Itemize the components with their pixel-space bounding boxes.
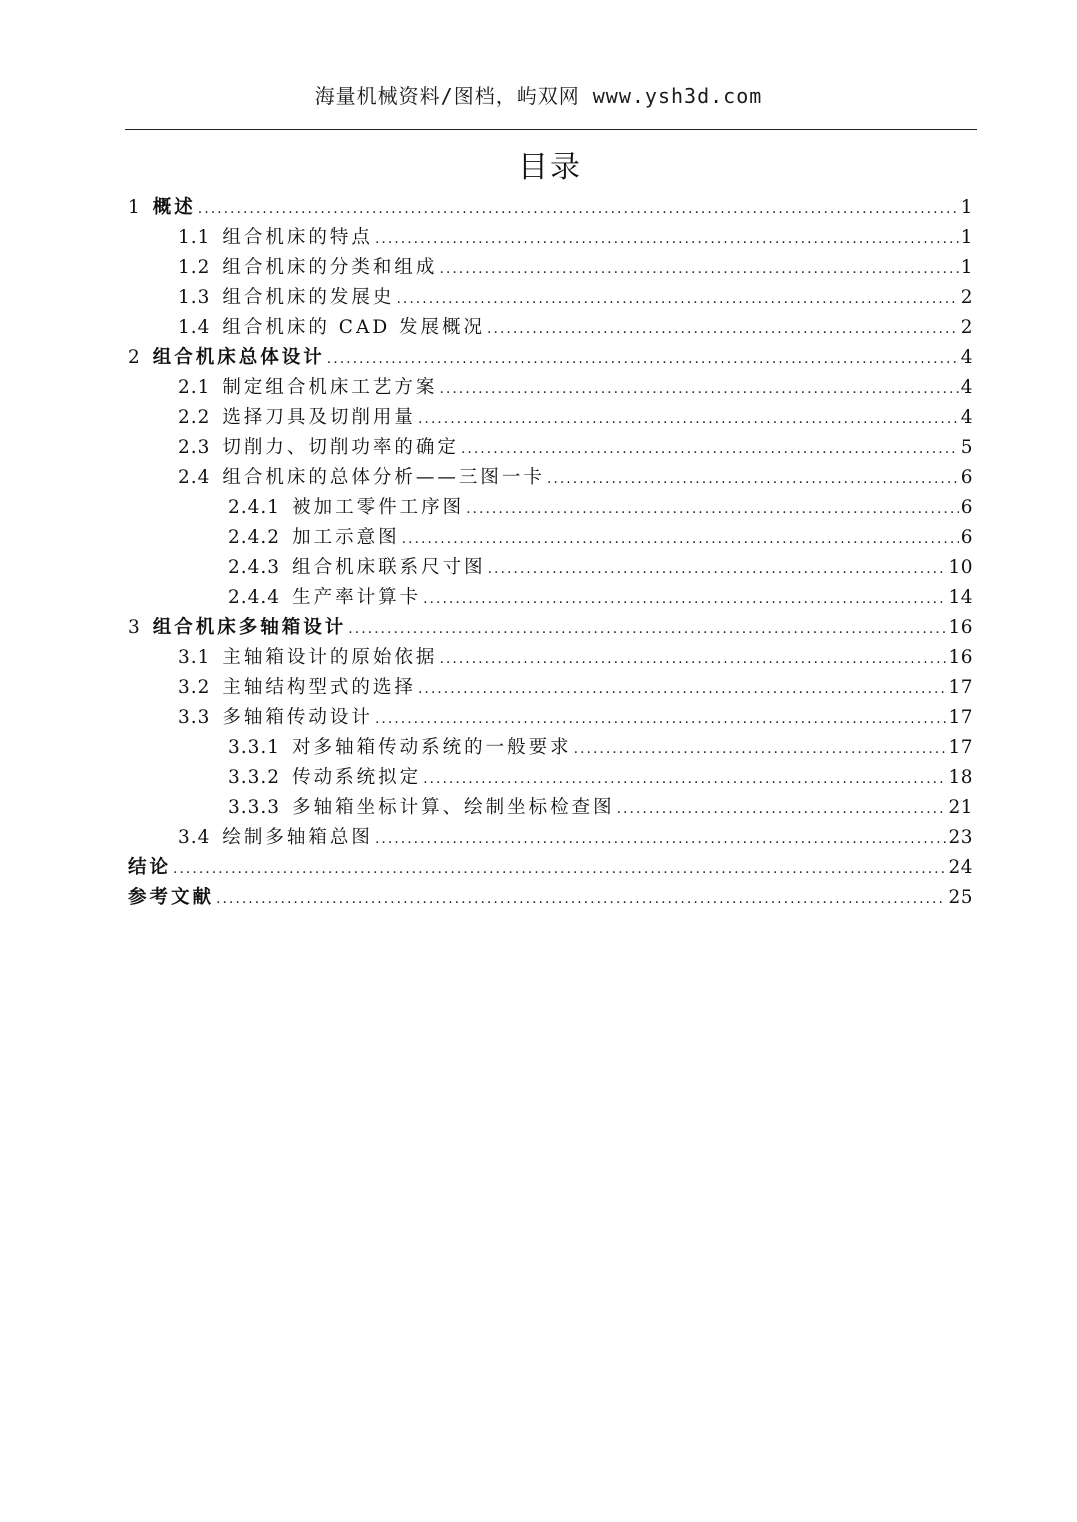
- page-header-watermark: 海量机械资料/图档，屿双网 www.ysh3d.com: [314, 84, 763, 108]
- toc-entry[interactable]: [128, 853, 973, 883]
- toc-entry-number: 2.4.3: [228, 557, 281, 578]
- toc-entry-page-number: 4: [960, 407, 973, 428]
- toc-entry-number: 3.3: [178, 707, 211, 728]
- toc-entry-page-number: 16: [948, 617, 973, 638]
- toc-entry-number: 1.1: [178, 227, 211, 248]
- toc-entry-page-number: 2: [960, 287, 973, 308]
- toc-entry-title: 组合机床的分类和组成: [222, 257, 438, 278]
- toc-entry[interactable]: [128, 823, 973, 853]
- toc-dot-leader: [216, 884, 946, 914]
- toc-entry[interactable]: [128, 613, 973, 643]
- toc-entry[interactable]: [128, 883, 973, 913]
- toc-entry[interactable]: [128, 553, 973, 583]
- toc-entry[interactable]: [128, 793, 973, 823]
- toc-entry-number: 2.4.1: [228, 497, 281, 518]
- toc-entry-page-number: 6: [960, 467, 973, 488]
- toc-entry[interactable]: [128, 373, 973, 403]
- toc-entry-page-number: 17: [948, 707, 973, 728]
- toc-entry-number: 3.3.1: [228, 737, 281, 758]
- page-title: 目录: [518, 150, 582, 185]
- toc-entry-page-number: 24: [948, 857, 973, 878]
- toc-entry-page-number: 1: [960, 197, 973, 218]
- toc-dot-leader: [375, 704, 947, 734]
- toc-entry[interactable]: [128, 193, 973, 223]
- toc-entry-page-number: 1: [960, 227, 973, 248]
- toc-entry-title: 对多轴箱传动系统的一般要求: [292, 737, 572, 758]
- toc-entry-number: 2.4.4: [228, 587, 281, 608]
- toc-entry[interactable]: [128, 313, 973, 343]
- toc-entry-title: 组合机床多轴箱设计: [152, 617, 347, 638]
- toc-entry-title: 生产率计算卡: [292, 587, 422, 608]
- toc-entry-page-number: 14: [948, 587, 973, 608]
- toc-entry[interactable]: [128, 703, 973, 733]
- toc-entry-page-number: 16: [948, 647, 973, 668]
- toc-entry-title: 主轴结构型式的选择: [222, 677, 416, 698]
- toc-dot-leader: [466, 494, 959, 524]
- toc-entry-title: 组合机床的特点: [222, 227, 373, 248]
- toc-entry-number: 2.1: [178, 377, 211, 398]
- toc-entry-number: 3.2: [178, 677, 211, 698]
- toc-entry[interactable]: [128, 463, 973, 493]
- toc-dot-leader: [547, 464, 959, 494]
- toc-entry[interactable]: [128, 643, 973, 673]
- toc-dot-leader: [375, 224, 959, 254]
- toc-entry-number: 3.3.2: [228, 767, 281, 788]
- toc-entry[interactable]: [128, 733, 973, 763]
- toc-dot-leader: [418, 404, 959, 434]
- toc-entry-page-number: 17: [948, 677, 973, 698]
- toc-entry[interactable]: [128, 763, 973, 793]
- toc-entry-page-number: 2: [960, 317, 973, 338]
- toc-entry-title: 多轴箱传动设计: [222, 707, 373, 728]
- toc-dot-leader: [461, 434, 959, 464]
- toc-entry[interactable]: [128, 283, 973, 313]
- header-divider: [125, 129, 977, 130]
- toc-entry[interactable]: [128, 403, 973, 433]
- toc-entry-page-number: 4: [960, 377, 973, 398]
- toc-entry[interactable]: [128, 343, 973, 373]
- toc-entry-title: 选择刀具及切削用量: [222, 407, 416, 428]
- toc-entry[interactable]: [128, 583, 973, 613]
- toc-entry-number: 2.2: [178, 407, 211, 428]
- toc-entry-page-number: 4: [960, 347, 973, 368]
- toc-entry-page-number: 17: [948, 737, 973, 758]
- toc-entry-number: 2.3: [178, 437, 211, 458]
- toc-entry-page-number: 25: [948, 887, 973, 908]
- toc-entry-page-number: 6: [960, 527, 973, 548]
- toc-entry-title: 被加工零件工序图: [292, 497, 465, 518]
- toc-dot-leader: [402, 524, 959, 554]
- toc-entry-title: 传动系统拟定: [292, 767, 422, 788]
- toc-entry-title: 组合机床联系尺寸图: [292, 557, 486, 578]
- toc-dot-leader: [487, 314, 959, 344]
- toc-entry-title: 组合机床总体设计: [152, 347, 325, 368]
- toc-entry-title: 加工示意图: [292, 527, 400, 548]
- toc-entry-number: 1: [128, 197, 141, 218]
- toc-entry-number: 1.3: [178, 287, 211, 308]
- toc-entry-number: 3: [128, 617, 141, 638]
- toc-entry-number: 2: [128, 347, 141, 368]
- toc-entry-title: 结论: [128, 857, 172, 878]
- toc-entry-page-number: 10: [948, 557, 973, 578]
- toc-dot-leader: [173, 854, 946, 884]
- toc-dot-leader: [439, 254, 958, 284]
- toc-entry-title: 切削力、切削功率的确定: [222, 437, 459, 458]
- toc-entry-title: 组合机床的总体分析——三图一卡: [222, 467, 545, 488]
- toc-dot-leader: [348, 614, 946, 644]
- toc-entry[interactable]: [128, 223, 973, 253]
- toc-dot-leader: [439, 644, 946, 674]
- toc-entry-number: 2.4: [178, 467, 211, 488]
- toc-entry-page-number: 21: [948, 797, 973, 818]
- toc-entry-number: 2.4.2: [228, 527, 281, 548]
- toc-entry-title: 主轴箱设计的原始依据: [222, 647, 438, 668]
- toc-entry[interactable]: [128, 673, 973, 703]
- toc-dot-leader: [439, 374, 958, 404]
- toc-dot-leader: [423, 764, 946, 794]
- toc-entry-title: 制定组合机床工艺方案: [222, 377, 438, 398]
- toc-entry-page-number: 18: [948, 767, 973, 788]
- toc-dot-leader: [574, 734, 947, 764]
- toc-entry-page-number: 5: [960, 437, 973, 458]
- toc-dot-leader: [488, 554, 947, 584]
- toc-entry[interactable]: [128, 253, 973, 283]
- toc-entry-title: 多轴箱坐标计算、绘制坐标检查图: [292, 797, 615, 818]
- toc-entry-title: 绘制多轴箱总图: [222, 827, 373, 848]
- toc-entry-title: 概述: [152, 197, 196, 218]
- toc-entry-number: 3.1: [178, 647, 211, 668]
- toc-dot-leader: [423, 584, 946, 614]
- toc-entry-number: 3.4: [178, 827, 211, 848]
- toc-entry-number: 1.2: [178, 257, 211, 278]
- toc-entry-title: 组合机床的发展史: [222, 287, 395, 308]
- toc-entry[interactable]: [128, 433, 973, 463]
- toc-dot-leader: [198, 194, 959, 224]
- toc-entry-page-number: 6: [960, 497, 973, 518]
- toc-entry[interactable]: [128, 493, 973, 523]
- toc-dot-leader: [617, 794, 947, 824]
- toc-entry-title: 组合机床的 CAD 发展概况: [222, 317, 486, 338]
- toc-entry-number: 1.4: [178, 317, 211, 338]
- toc-entry-page-number: 23: [948, 827, 973, 848]
- toc-dot-leader: [396, 284, 958, 314]
- toc-entry-title: 参考文献: [128, 887, 215, 908]
- toc-dot-leader: [418, 674, 947, 704]
- toc-entry[interactable]: [128, 523, 973, 553]
- table-of-contents: [128, 193, 973, 913]
- toc-dot-leader: [327, 344, 959, 374]
- toc-entry-number: 3.3.3: [228, 797, 281, 818]
- toc-dot-leader: [375, 824, 947, 854]
- toc-entry-page-number: 1: [960, 257, 973, 278]
